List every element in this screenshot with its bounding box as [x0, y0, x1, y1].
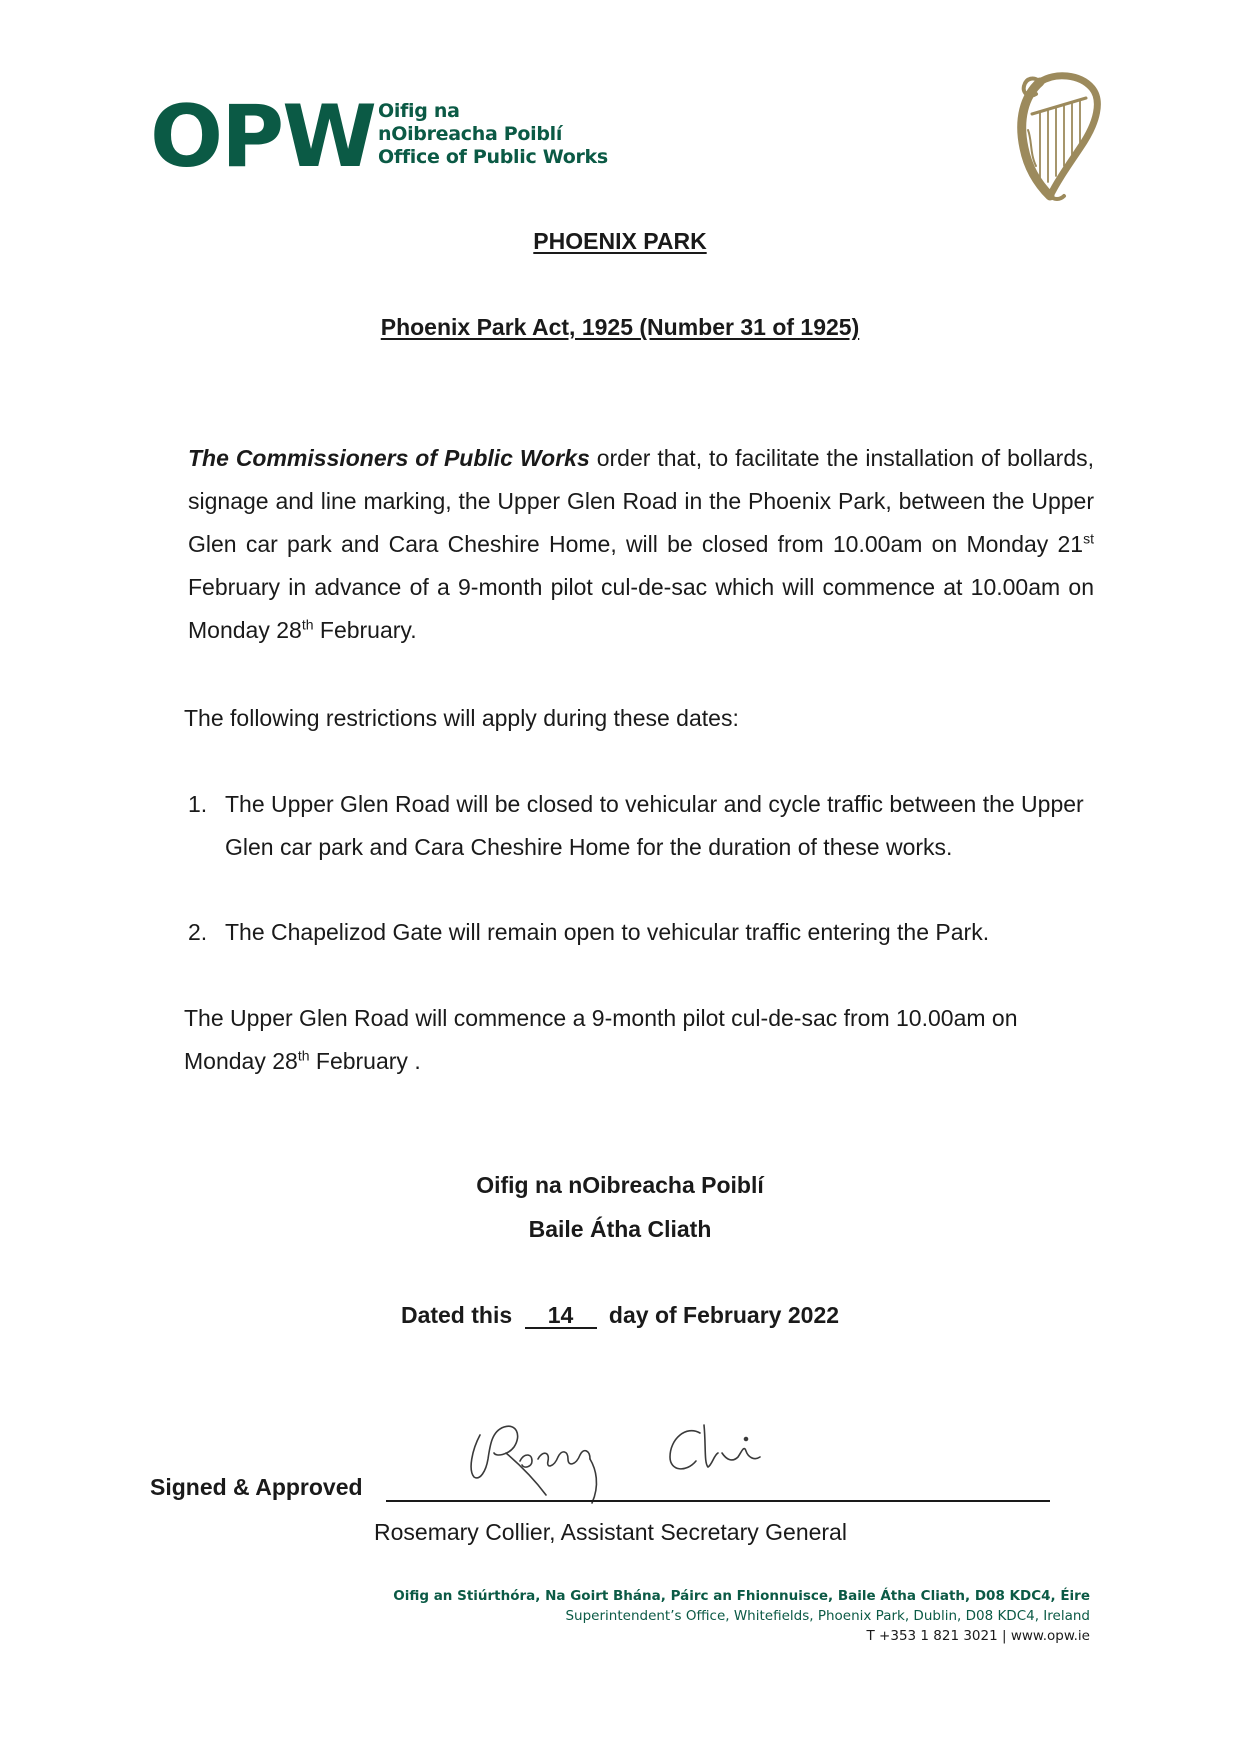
office-name-irish: Oifig na nOibreacha Poiblí	[476, 1172, 764, 1198]
office-city: Baile Átha Cliath	[528, 1216, 712, 1242]
opw-logo: OPW	[150, 87, 375, 187]
footer-address	[393, 1586, 1090, 1646]
intro-paragraph	[188, 437, 1094, 652]
footer-address-english: Superintendent’s Office, Whitefields, Phoenix Park, Dublin, D08 KDC4, Ireland	[565, 1608, 1090, 1624]
logo-name-line-2: nOibreacha Poiblí	[378, 123, 563, 145]
intro-text-3: February.	[313, 617, 417, 643]
dated-suffix: day of February 2022	[608, 1302, 840, 1328]
list-item	[188, 783, 1094, 869]
ordinal-th: th	[301, 616, 314, 633]
footer-contact: T +353 1 821 3021 | www.opw.ie	[866, 1628, 1090, 1644]
act-reference: Phoenix Park Act, 1925 (Number 31 of 1925)	[380, 314, 860, 340]
ordinal-st: st	[1083, 530, 1094, 547]
page-title: PHOENIX PARK	[533, 228, 707, 254]
list-number: 1.	[188, 791, 208, 817]
signed-approved-label: Signed & Approved	[150, 1474, 363, 1500]
list-text: The Chapelizod Gate will remain open to vehicular traffic entering the Park.	[225, 919, 990, 945]
opw-logo-text	[378, 100, 608, 169]
list-number: 2.	[188, 919, 208, 945]
intro-text-1: order that, to facilitate the installation of bollards, signage and line marking, the Upper Glen Road in the Phoenix Park, between the Upper Glen car park and Cara Cheshire Home, will be closed from 10.00am on Monday 21	[188, 445, 1095, 557]
logo-name-line-1: Oifig na	[378, 100, 460, 122]
dated-day: 14	[525, 1303, 597, 1329]
restrictions-intro: The following restrictions will apply during these dates:	[184, 705, 739, 731]
conclusion-text-2: February .	[309, 1048, 421, 1074]
intro-text-2: February in advance of a 9-month pilot cul-de-sac which will commence at 10.00am on Monday 28	[188, 574, 1094, 643]
dated-line	[0, 1302, 1240, 1329]
conclusion-paragraph	[184, 997, 1090, 1083]
logo-name-line-3: Office of Public Works	[378, 146, 608, 168]
footer-address-irish: Oifig an Stiúrthóra, Na Goirt Bhána, Páirc an Fhionnuisce, Baile Átha Cliath, D08 KDC4, Éire	[393, 1588, 1090, 1604]
dated-prefix: Dated this	[400, 1302, 513, 1328]
list-item	[188, 911, 1094, 954]
signatory-name: Rosemary Collier, Assistant Secretary General	[374, 1519, 847, 1545]
conclusion-text-1: The Upper Glen Road will commence a 9-month pilot cul-de-sac from 10.00am on Monday 28	[184, 1005, 1018, 1074]
ordinal-th: th	[297, 1047, 310, 1064]
signature-line	[386, 1500, 1050, 1502]
handwritten-signature	[450, 1395, 810, 1505]
commissioners-lead: The Commissioners of Public Works	[188, 445, 590, 471]
list-text: The Upper Glen Road will be closed to vehicular and cycle traffic between the Upper Glen car park and Cara Cheshire Home for the duration of these works.	[225, 791, 1084, 860]
harp-icon	[1010, 70, 1105, 205]
